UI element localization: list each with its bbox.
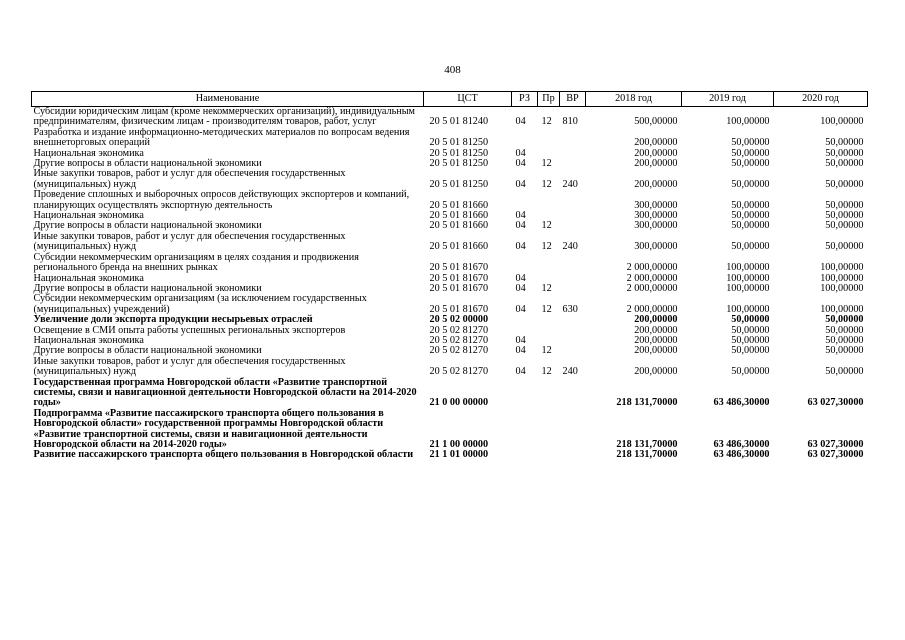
row-rz: 04 [515,178,526,190]
row-value-2020: 63 027,30000 [807,439,864,450]
row-value-2019: 50,00000 [731,210,770,222]
row-pr [538,190,560,211]
table-row [32,378,868,409]
row-value-2018: 218 131,70000 [616,397,678,409]
row-pr: 12 [541,241,552,253]
row-cst: 21 1 00 00000 [429,439,489,450]
row-cst: 20 5 02 00000 [429,314,489,326]
row-name: Другие вопросы в области национальной экономики [33,282,262,294]
row-value-2018: 218 131,70000 [616,439,678,450]
row-name: Развитие пассажирского транспорта общего пользования в Новгородской области [33,449,414,461]
row-name: Субсидии некоммерческим организациям (за исключением государственных (муниципальных) учреждений) [33,293,367,315]
row-rz: 04 [515,303,526,315]
row-vr: 240 [562,178,578,190]
row-value-2018: 300,00000 [634,220,678,232]
row-pr: 12 [541,220,552,232]
header-pr: Пр [538,92,560,107]
row-value-2020: 63 027,30000 [807,449,864,461]
row-name: Субсидии юридическим лицам (кроме некоммерческих организаций), индивидуальным предпринимателям, физическим лицам - производителям товаров, работ, услуг [33,106,415,128]
row-value-2020: 50,00000 [825,241,864,253]
table-row [32,294,868,315]
row-rz: 04 [515,241,526,253]
row-value-2020: 50,00000 [825,334,864,346]
row-cst: 20 5 01 81660 [429,210,489,222]
table-row [32,107,868,128]
table-row [32,253,868,274]
row-value-2019: 50,00000 [731,220,770,232]
table-row [32,190,868,211]
row-value-2020: 50,00000 [825,324,864,336]
row-rz [512,128,538,149]
row-cst: 20 5 01 81250 [429,178,489,190]
row-value-2019: 50,00000 [731,324,770,336]
row-name: Иные закупки товаров, работ и услуг для обеспечения государственных (муниципальных) нужд [33,355,346,378]
row-pr: 12 [541,345,552,357]
row-value-2020: 50,00000 [825,199,864,211]
row-cst: 20 5 02 81270 [429,324,489,336]
row-rz [512,190,538,211]
row-pr [538,128,560,149]
row-value-2018: 300,00000 [634,241,678,253]
row-cst: 20 5 01 81670 [429,262,489,274]
row-value-2018: 2 000,00000 [626,262,678,274]
row-value-2020: 50,00000 [825,366,864,378]
row-cst: 20 5 01 81250 [429,158,489,170]
row-value-2018: 200,00000 [634,366,678,378]
row-value-2020: 50,00000 [825,220,864,232]
row-name: Национальная экономика [33,147,144,159]
row-cst: 20 5 01 81660 [429,241,489,253]
row-vr [560,211,586,221]
header-vr: ВР [560,92,586,107]
budget-table [31,91,868,461]
row-cst: 20 5 01 81660 [429,199,489,211]
row-value-2018: 2 000,00000 [626,282,678,294]
row-cst: 20 5 01 81250 [429,147,489,159]
table-row [32,409,868,451]
row-value-2018: 200,00000 [634,178,678,190]
row-pr: 12 [541,303,552,315]
row-value-2019: 50,00000 [731,199,770,211]
row-rz: 04 [515,147,526,159]
row-value-2020: 100,00000 [820,303,864,315]
row-vr [560,159,586,169]
row-pr: 12 [541,178,552,190]
row-value-2018: 300,00000 [634,210,678,222]
row-rz [512,253,538,274]
row-vr [560,274,586,284]
row-value-2020: 100,00000 [820,116,864,128]
row-cst: 20 5 01 81670 [429,282,489,294]
row-pr: 12 [541,366,552,378]
row-value-2019: 100,00000 [726,262,770,274]
row-value-2019: 63 486,30000 [713,397,770,409]
row-value-2020: 50,00000 [825,158,864,170]
row-rz: 04 [515,334,526,346]
row-value-2019: 100,00000 [726,116,770,128]
row-cst: 20 5 02 81270 [429,345,489,357]
row-rz [512,378,538,409]
row-pr [538,409,560,451]
table-row [32,169,868,190]
row-value-2019: 50,00000 [731,158,770,170]
row-value-2020: 50,00000 [825,147,864,159]
row-value-2019: 50,00000 [731,241,770,253]
row-name: Национальная экономика [33,334,144,346]
row-vr: 240 [562,366,578,378]
row-rz: 04 [515,220,526,232]
row-cst: 20 5 01 81240 [429,116,489,128]
table-row [32,450,868,460]
row-vr [560,450,586,460]
row-rz: 04 [515,272,526,284]
table-body [32,107,868,461]
row-value-2018: 200,00000 [634,314,678,326]
row-cst: 21 1 01 00000 [429,449,489,461]
row-name: Разработка и издание информационно-методических материалов по вопросам ведения внешнеторговых операций [33,126,410,149]
row-cst: 20 5 01 81670 [429,303,489,315]
row-cst: 20 5 02 81270 [429,334,489,346]
row-vr [560,346,586,356]
table-row [32,232,868,253]
row-name: Другие вопросы в области национальной экономики [33,345,262,357]
row-value-2020: 100,00000 [820,262,864,274]
header-2018: 2018 год [586,92,682,107]
row-value-2018: 200,00000 [634,345,678,357]
row-vr: 810 [562,116,578,128]
row-value-2018: 200,00000 [634,334,678,346]
row-value-2019: 100,00000 [726,272,770,284]
row-name: Освещение в СМИ опыта работы успешных региональных экспортеров [33,324,346,336]
row-value-2020: 100,00000 [820,272,864,284]
row-value-2018: 200,00000 [634,137,678,149]
row-vr [560,190,586,211]
row-vr [560,128,586,149]
row-name: Подпрограмма «Развитие пассажирского транспорта общего пользования в Новгородской области» государственной программы Новгородской области «Развитие транспортной системы, связи и навигационной деятельности Новгородской области на 2014-2020 годы» [33,407,384,450]
table-row [32,128,868,149]
row-pr [538,326,560,336]
row-value-2018: 200,00000 [634,158,678,170]
row-value-2019: 50,00000 [731,366,770,378]
row-value-2019: 50,00000 [731,178,770,190]
row-name: Другие вопросы в области национальной экономики [33,158,262,170]
row-value-2019: 50,00000 [731,137,770,149]
row-name: Увеличение доли экспорта продукции несырьевых отраслей [33,314,313,326]
header-2019: 2019 год [682,92,774,107]
row-value-2019: 100,00000 [726,303,770,315]
row-value-2018: 2 000,00000 [626,272,678,284]
row-cst: 20 5 02 81270 [429,366,489,378]
row-value-2019: 50,00000 [731,334,770,346]
row-vr [560,284,586,294]
row-rz: 04 [515,282,526,294]
row-pr [538,450,560,460]
row-pr [538,253,560,274]
row-pr: 12 [541,116,552,128]
row-value-2018: 2 000,00000 [626,303,678,315]
header-2020: 2020 год [774,92,868,107]
table-header-row [32,92,868,107]
row-vr: 240 [562,241,578,253]
header-name: Наименование [32,92,424,107]
row-rz: 04 [515,345,526,357]
row-cst: 21 0 00 00000 [429,397,489,409]
row-name: Национальная экономика [33,210,144,222]
page-number: 408 [444,64,461,76]
row-value-2020: 63 027,30000 [807,397,864,409]
row-value-2018: 200,00000 [634,147,678,159]
row-rz: 04 [515,366,526,378]
row-vr [560,221,586,231]
row-value-2019: 100,00000 [726,282,770,294]
row-name: Иные закупки товаров, работ и услуг для обеспечения государственных (муниципальных) нужд [33,168,346,190]
row-value-2020: 50,00000 [825,210,864,222]
row-rz [512,409,538,451]
row-name: Иные закупки товаров, работ и услуг для обеспечения государственных (муниципальных) нужд [33,230,346,253]
row-rz [512,450,538,460]
row-cst: 20 5 01 81250 [429,137,489,149]
row-name: Национальная экономика [33,272,144,284]
row-vr: 630 [562,303,578,315]
row-value-2018: 218 131,70000 [616,449,678,461]
row-vr [560,253,586,274]
row-pr: 12 [541,282,552,294]
row-vr [560,409,586,451]
header-cst: ЦСТ [424,92,512,107]
row-name: Другие вопросы в области национальной экономики [33,220,262,232]
row-rz: 04 [515,210,526,222]
row-name: Государственная программа Новгородской области «Развитие транспортной системы, связи и навигационной деятельности Новгородской области на 2014-2020 годы» [33,376,417,409]
row-vr [560,378,586,409]
row-pr [538,378,560,409]
row-value-2018: 500,00000 [634,116,678,128]
row-name: Субсидии некоммерческим организациям в целях создания и продвижения регионального бренда на внешних рынках [33,251,359,274]
row-value-2020: 50,00000 [825,314,864,326]
row-value-2020: 50,00000 [825,178,864,190]
table-row [32,357,868,378]
row-name: Проведение сплошных и выборочных опросов действующих экспортеров и компаний, планирующих осуществлять экспортную деятельность [33,189,410,211]
row-cst: 20 5 01 81660 [429,220,489,232]
row-vr [560,326,586,336]
row-pr: 12 [541,158,552,170]
row-value-2018: 200,00000 [634,324,678,336]
row-value-2019: 50,00000 [731,147,770,159]
row-value-2020: 50,00000 [825,345,864,357]
row-vr [560,315,586,325]
row-vr [560,336,586,346]
row-rz: 04 [515,116,526,128]
row-pr [538,315,560,325]
row-value-2018: 300,00000 [634,199,678,211]
row-value-2020: 100,00000 [820,282,864,294]
row-vr [560,149,586,159]
row-value-2020: 50,00000 [825,137,864,149]
row-rz: 04 [515,158,526,170]
row-value-2019: 63 486,30000 [713,449,770,461]
header-rz: РЗ [512,92,538,107]
row-rz [512,315,538,325]
row-value-2019: 63 486,30000 [713,439,770,450]
row-value-2019: 50,00000 [731,314,770,326]
row-value-2019: 50,00000 [731,345,770,357]
row-cst: 20 5 01 81670 [429,272,489,284]
table-row [32,315,868,325]
